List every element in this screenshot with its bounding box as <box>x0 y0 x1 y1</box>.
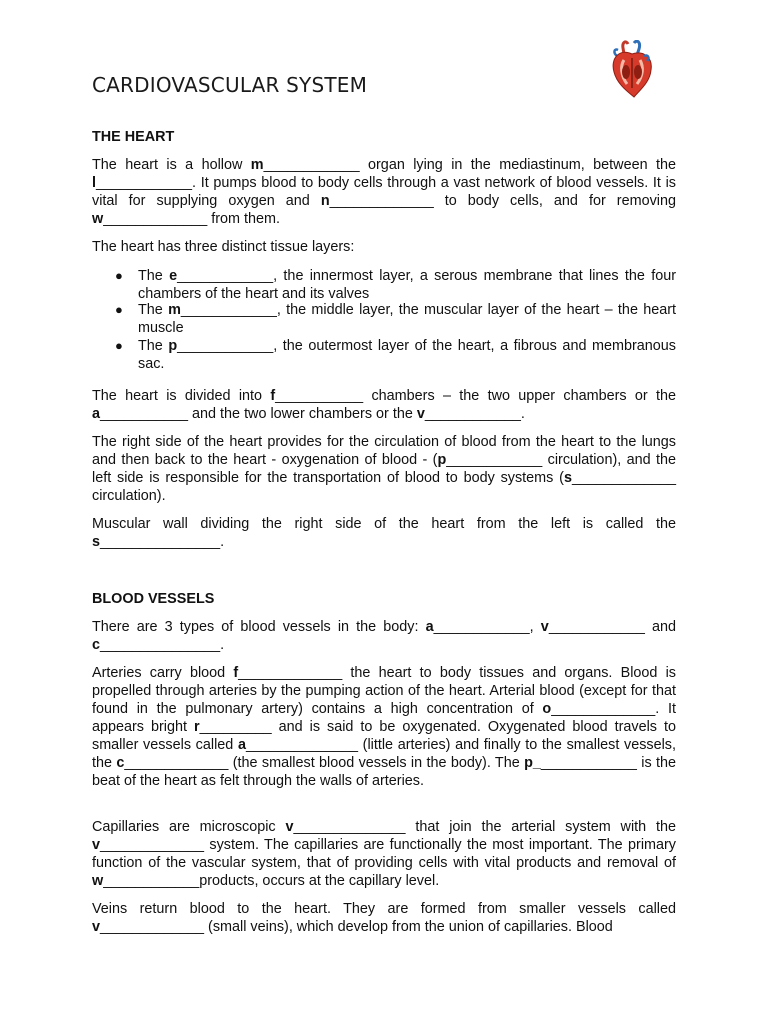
blank-initial: v <box>92 837 101 853</box>
blank-initial: p <box>437 452 447 468</box>
blank-initial: l <box>92 175 96 191</box>
blank-initial: a <box>237 737 246 753</box>
blank-initial: v <box>92 919 101 935</box>
heart-paragraph-1: The heart is a hollow m____________ organ lying in the mediastinum, between the l____________. It pumps blood to body cells through a vast network of blood vessels. It is vital for supplying oxygen and n_____________ to body cells, and for removing w_____________ from them. <box>92 157 676 227</box>
heart-anatomy-icon <box>610 40 654 98</box>
blank-initial: v <box>285 819 294 835</box>
blank-initial: v <box>540 619 549 635</box>
blank-initial: r <box>194 719 200 735</box>
heart-paragraph-4: The right side of the heart provides for the circulation of blood from the heart to the lungs and then back to the heart - oxygenation of blood - (p____________ circulation), and the left side is responsible for the transportation of blood to body systems (s_____________ circulation). <box>92 434 676 504</box>
blank-initial: c <box>116 755 125 771</box>
blank-initial: m <box>168 302 181 318</box>
section-heading-heart: THE HEART <box>92 129 175 145</box>
vessels-paragraph-4: Veins return blood to the heart. They are formed from smaller vessels called v_____________ (small veins), which develop from the union of capillaries. Blood <box>92 901 676 935</box>
vessels-paragraph-2: Arteries carry blood f_____________ the heart to body tissues and organs. Blood is propelled through arteries by the pumping action of the heart. Arterial blood (except for that found in the pulmonary artery) contains a high concentration of o_____________. It appears bright r_________ and is said to be oxygenated. Oxygenated blood travels to smaller vessels called a______________ (little arteries) and finally to the smallest vessels, the c_____________ (the smallest blood vessels in the body). The p_____________ is the beat of the heart as felt through the walls of arteries. <box>92 665 677 789</box>
page-title: CARDIOVASCULAR SYSTEM <box>92 73 368 97</box>
blank-initial: a <box>92 406 101 422</box>
vessels-paragraph-3: Capillaries are microscopic v______________ that join the arterial system with the v_____________ system. The capillaries are functionally the most important. The primary function of the vascular system, that of providing cells with vital products and removal of w____________products, occurs at the capillary level. <box>92 819 676 889</box>
list-item: ● The p____________, the outermost layer of the heart, a fibrous and membranous sac. <box>115 338 676 372</box>
blank-initial: m <box>250 157 264 173</box>
blank-initial: s <box>563 470 572 486</box>
blank-initial: a <box>425 619 434 635</box>
vessels-paragraph-1: There are 3 types of blood vessels in the body: a____________, v____________ and c_______________. <box>92 619 676 653</box>
tissue-layers-list <box>92 267 676 373</box>
blank-initial: o <box>542 701 552 717</box>
heart-paragraph-3: The heart is divided into f___________ chambers – the two upper chambers or the a___________ and the two lower chambers or the v____________. <box>92 388 676 422</box>
blank-initial: p <box>168 338 178 354</box>
section-heading-vessels: BLOOD VESSELS <box>92 591 215 607</box>
heart-paragraph-5: Muscular wall dividing the right side of the heart from the left is called the s_______________. <box>92 516 676 550</box>
list-item: ● The m____________, the middle layer, the muscular layer of the heart – the heart muscle <box>115 302 677 336</box>
blank-initial: w <box>92 873 104 889</box>
blank-initial: s <box>92 534 101 550</box>
blank-initial: w <box>92 211 104 227</box>
blank-initial: f <box>270 388 276 404</box>
blank-initial: c <box>92 637 101 653</box>
blank-initial: v <box>416 406 425 422</box>
blank-initial: f <box>233 665 239 681</box>
heart-paragraph-2: The heart has three distinct tissue layers: <box>92 239 355 255</box>
list-item: ● The e____________, the innermost layer, a serous membrane that lines the four chambers of the heart and its valves <box>115 268 676 302</box>
blank-initial: p_ <box>524 755 541 771</box>
blank-initial: n <box>320 193 330 209</box>
blank-initial: e <box>169 268 178 284</box>
